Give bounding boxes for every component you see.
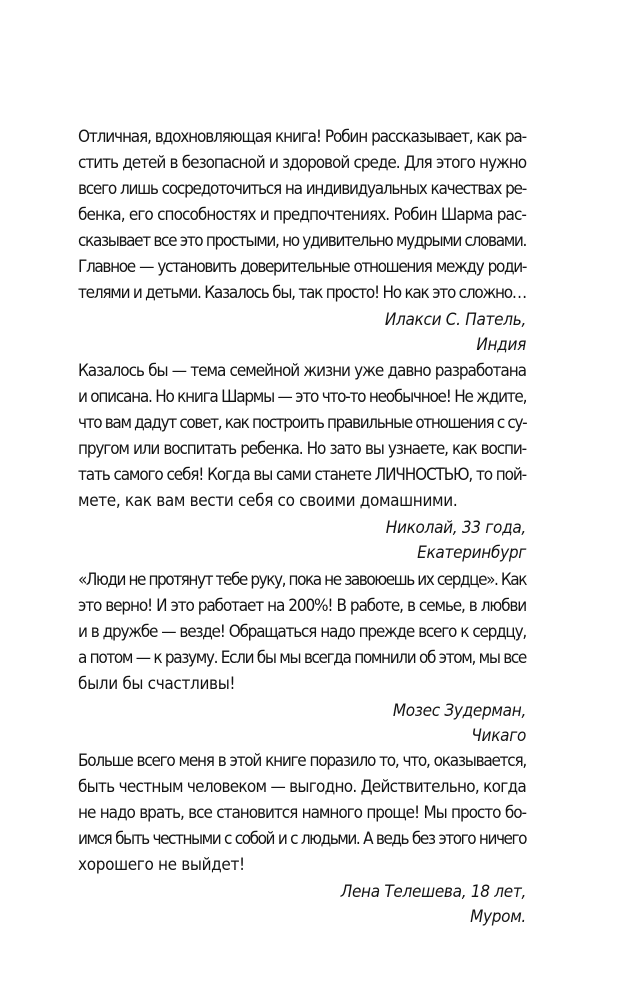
review-line: бенка, его способностях и предпочтениях. Робин Шарма рас- [78,205,526,225]
review-line: «Люди не протянут тебе руку, пока не завоюешь их сердце». Как [78,570,526,590]
review-author: Мозес Зудерман, [392,701,526,721]
review-block [78,358,526,566]
review-line: хорошего не выйдет! [78,855,245,875]
review-line: всего лишь сосредоточиться на индивидуальных качествах ре- [78,179,526,199]
review-location: Екатеринбург [417,543,526,563]
review-line: стить детей в безопасной и здоровой среде. Для этого нужно [78,153,526,173]
review-line: быть честным человеком — выгодно. Действительно, когда [78,777,526,797]
review-line: Отличная, вдохновляющая книга! Робин рассказывает, как ра- [78,127,526,147]
review-line: это верно! И это работает на 200%! В работе, в семье, в любви [78,596,526,616]
review-line: имся быть честными с собой и с людьми. А ведь без этого ничего [78,829,526,849]
review-line: и описана. Но книга Шармы — это что-то необычное! Не ждите, [78,387,527,407]
review-block [78,124,526,358]
review-line: а потом — к разуму. Если бы мы всегда помнили об этом, мы все [78,648,526,668]
review-line: мете, как вам вести себя со своими домашними. [78,491,458,511]
review-line: сказывает все это простыми, но удивительно мудрыми словами. [78,231,526,251]
review-line: и в дружбе — везде! Обращаться надо прежде всего к сердцу, [78,622,526,642]
review-line: Главное — установить доверительные отношения между роди- [78,257,526,277]
review-author: Лена Телешева, 18 лет, [340,882,526,902]
review-line: тать самого себя! Когда вы сами станете ЛИЧНОСТЬЮ, то пой- [78,465,526,485]
review-block [78,567,526,749]
review-line: телями и детьми. Казалось бы, так просто! Но как это сложно… [78,283,526,303]
review-line: Больше всего меня в этой книге поразило то, что, оказывается, [78,751,526,771]
review-block [78,748,526,930]
review-author: Илакси С. Патель, [384,310,526,330]
review-location: Муром. [470,907,526,927]
review-line: что вам дадут совет, как построить правильные отношения с су- [78,413,527,433]
review-line: были бы счастливы! [78,674,236,694]
review-line: Казалось бы — тема семейной жизни уже давно разработана [78,361,526,381]
review-location: Чикаго [471,726,526,746]
review-location: Индия [476,335,526,355]
review-author: Николай, 33 года, [385,518,526,538]
review-line: пругом или воспитать ребенка. Но зато вы узнаете, как воспи- [78,439,526,459]
review-line: не надо врать, все становится намного проще! Мы просто бо- [78,803,526,823]
